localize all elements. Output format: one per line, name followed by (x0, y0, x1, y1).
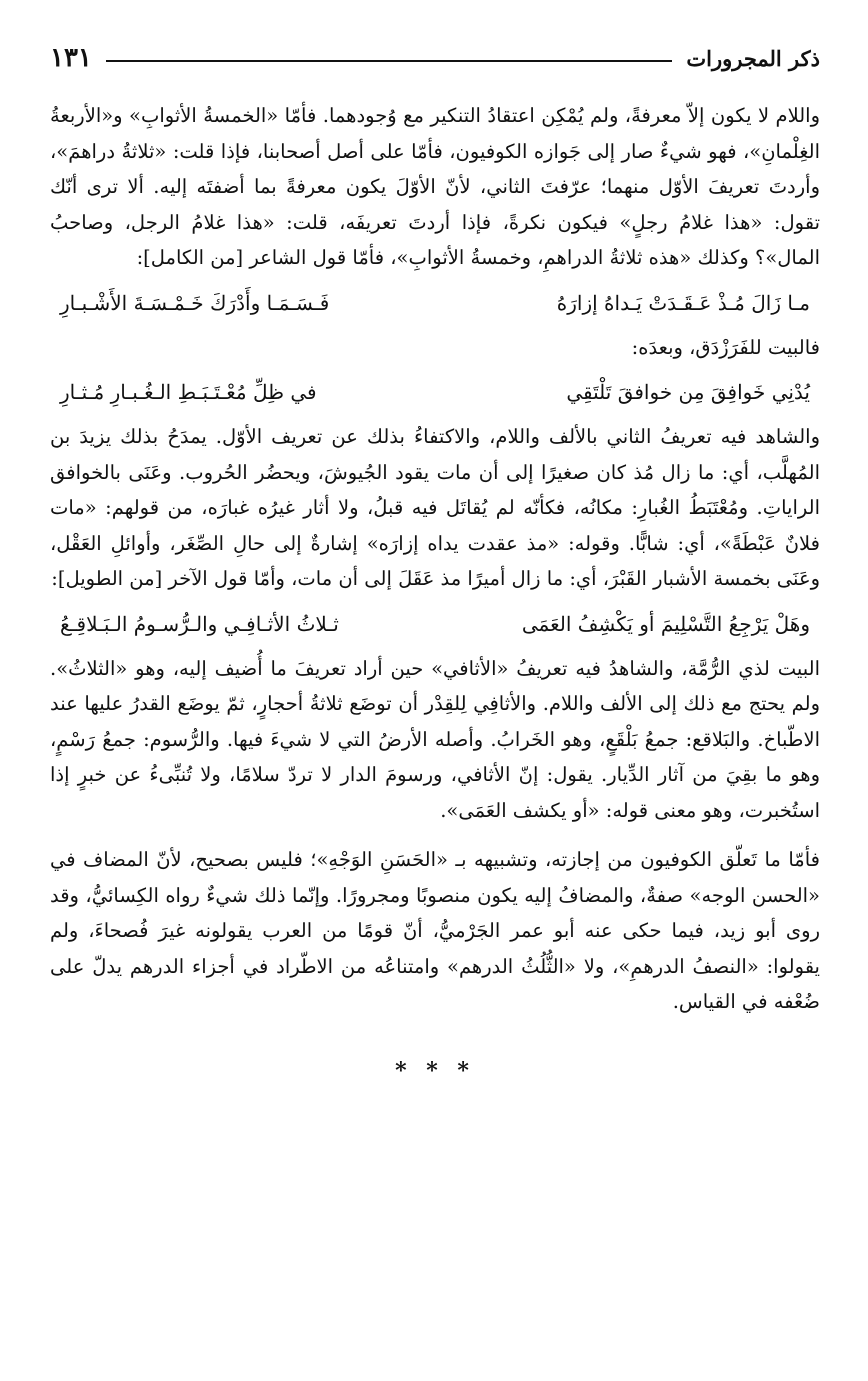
verse-1 (50, 276, 820, 330)
book-page (50, 38, 820, 1084)
paragraph-3: والشاهد فيه تعريفُ الثاني بالألف واللام، والاكتفاءُ بذلك عن تعريف الأوّل. يمدَحُ بذلك يزيدَ بن المُهلَّب، أي: ما زال مُذ كان صغيرًا إلى أن مات يقود الجُيوشَ، ويحضُر الحُروب. وعَنَى بالخوافق الراياتِ. ومُعْتَبَطُ الغُبارِ: مكانُه، فكأنّه لم يُقاتَل فيه قبلُ، ولا أثار غيرُه غبارَه، من قولهم: «مات فلانٌ عَبْطَةً»، أي: شابًّا. وقوله: «مذ عقدت يداه إزارَه» إشارةٌ إلى حالِ الصِّغَر، وأوائلِ العَقْل، وعَنَى بخمسة الأشبار القَبْرَ، أي: ما زال أميرًا مذ عَقَلَ إلى أن مات، وأمّا قول الآخر [من الطويل]: (50, 425, 820, 590)
header-rule (106, 60, 672, 62)
chapter-title: ذكر المجرورات (686, 45, 820, 71)
verse-3-second-hemistich: ثـلاثُ الأثـافِـي والـرُّسـومُ الـبَـلاقِـعُ (60, 611, 339, 636)
verse-2-first-hemistich: يُدْنِي خَوافِقَ مِن خوافقَ تَلْتَقِي (566, 380, 810, 404)
page-number: ١٣١ (50, 43, 92, 73)
paragraph-5: فأمّا ما تَعلّق الكوفيون من إجازته، وتشبيهه بـ «الحَسَنِ الوَجْهِ»؛ فليس بصحيح، لأنّ المضاف في «الحسن الوجه» صفةٌ، والمضافُ إليه يكون منصوبًا ومجرورًا. وإنّما ذلك شيءٌ رواه الكِسائيُّ، وقد روى أبو زيد، فيما حكى عنه أبو عمر الجَرْميُّ، أنّ قومًا من العرب يقولونه غيرَ فُصحاءَ، ولم يقولوا: «النصفُ الدرهمِ»، ولا «الثُّلُثُ الدرهم» وامتناعُه من الاطّراد في أجزاء الدرهم يدلّ على ضُعْفه في القياس. (50, 848, 820, 1013)
verse-2-second-hemistich: في ظِلِّ مُعْـتَـبَـطِ الـغُـبـارِ مُـثـارِ (60, 380, 317, 404)
verse-2 (50, 365, 820, 419)
verse-3-first-hemistich: وهَلْ يَرْجِعُ التَّسْلِيمَ أو يَكْشِفُ العَمَى (521, 611, 810, 636)
verse-1-first-hemistich: مـا زَالَ مُـذْ عَـقَـدَتْ يَـداهُ إزارَهُ (556, 290, 810, 315)
paragraph-gap (50, 828, 820, 842)
section-separator: * * * (395, 1057, 475, 1084)
running-header (50, 38, 820, 78)
verse-1-second-hemistich: فَـسَـمَـا وأَدْرَكَ خَـمْـسَـةَ الأَشْـبـارِ (60, 290, 330, 315)
verse-3 (50, 597, 820, 651)
paragraph-1: واللام لا يكون إلاّ معرفةً، ولم يُمْكِن اعتقادُ التنكير مع وُجودهما. فأمّا «الخمسةُ الأثوابِ» و«الأربعةُ الغِلْمانِ»، فهو شيءٌ صار إلى جَوازه الكوفيون، فأمّا على أصل أصحابنا، فإذا قلت: «ثلاثةُ دراهمَ»، وأردتَ تعريفَ الأوّل منهما؛ عرّفتَ الثاني، لأنّ الأوّلَ يكون معرفةً بما أضفتَه إليه. ألا ترى أنّك تقول: «هذا غلامُ رجلٍ» فيكون نكرةً، فإذا أردتَ تعريفَه، قلت: «هذا غلامُ الرجل، وصاحبُ المال»؟ وكذلك «هذه ثلاثةُ الدراهمِ، وخمسةُ الأثوابِ»، فأمّا قول الشاعر [من الكامل]: (50, 104, 820, 269)
paragraph-4: البيت لذي الرُّمَّة، والشاهدُ فيه تعريفُ «الأثافي» حين أراد تعريفَ ما أُضيف إليه، وهو «الثلاثُ». ولم يحتج مع ذلك إلى الألف واللام. والأثافِي لِلقِدْر أن توضَع ثلاثةُ أحجارٍ، ثمّ يوضَع القدرُ عليها عند الاطّباخ. والبَلاقع: جمعُ بَلْقَعٍ، وهو الخَرابُ. وأصله الأرضُ التي لا شيءَ فيها. والرُّسوم: جمعُ رَسْمٍ، وهو ما بقِيَ من آثار الدِّيار. يقول: إنّ الأثافي، ورسومَ الدار لا تردّ سلامًا، ولا تُنبِّىءُ عن خبرٍ إذا استُخبرت، وهو معنى قوله: «أو يكشف العَمَى». (50, 656, 820, 822)
paragraph-2: فالبيت للفَرَزْدَق، وبعدَه: (631, 335, 820, 359)
